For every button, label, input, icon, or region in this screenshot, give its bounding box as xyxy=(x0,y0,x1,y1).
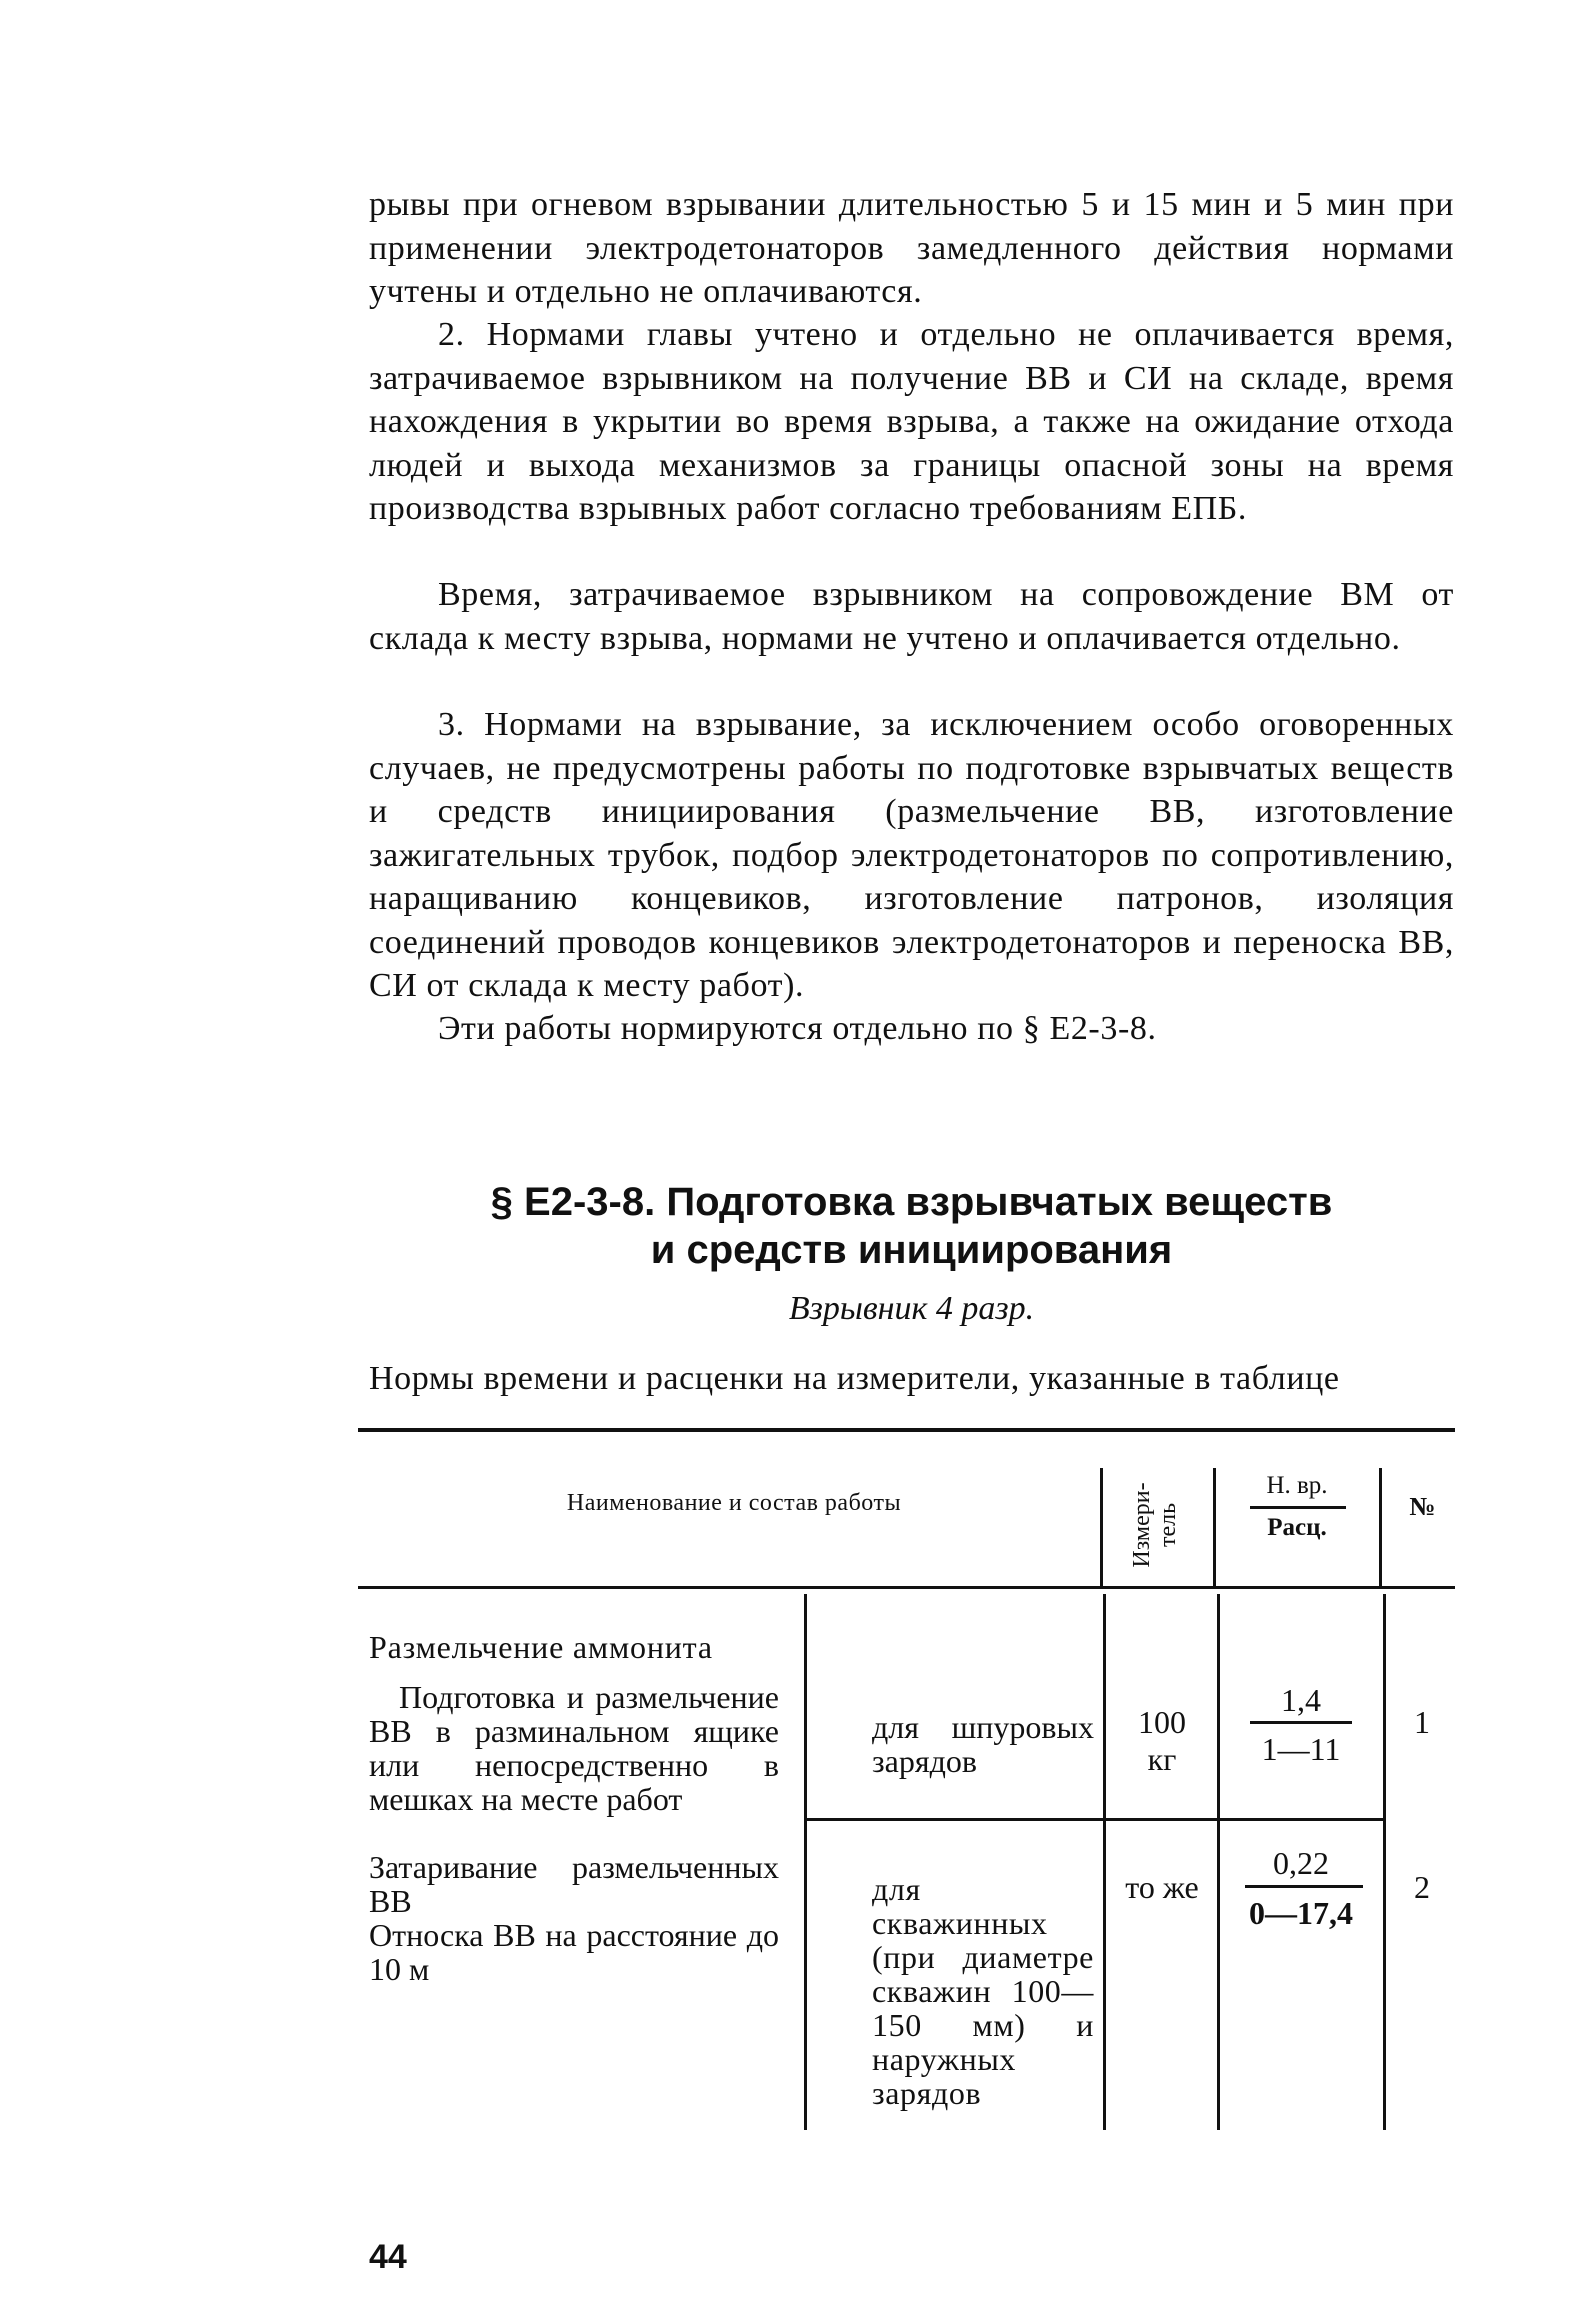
header-unit xyxy=(1095,1465,1215,1585)
paragraph-4: 3. Нормами на взрывание, за исключением особо оговоренных случаев, не предусмотрены работы по подготовке взрывчатых веществ и средств инициирования (размельчение ВВ, изготовление зажигательных трубок, подбор электродетонаторов по сопротивлению, наращиванию концевиков, изготовление патронов, изоляция соединений проводов концевиков электродетонаторов и переноска ВВ, СИ от склада к месту работ). xyxy=(369,706,1454,1004)
table-top-rule xyxy=(358,1428,1455,1432)
paragraph-2: 2. Нормами главы учтено и отдельно не оплачивается время, затрачиваемое взрывником на получение ВВ и СИ на складе, время нахождения в укрытии во время взрыва, а также на ожидание отхода людей и выхода механизмов за границы опасной зоны на время производства взрывных работ согласно требованиям ЕПБ. xyxy=(369,316,1454,527)
header-num: № xyxy=(1409,1492,1436,1521)
row-1-num: 1 xyxy=(1414,1704,1430,1740)
header-fraction-line xyxy=(1250,1506,1346,1509)
table-intro: Нормы времени и расценки на измерители, указанные в таблице xyxy=(369,1360,1340,1397)
section-title-line-1: § Е2-3-8. Подготовка взрывчатых веществ xyxy=(490,1180,1333,1224)
header-divider-3 xyxy=(1379,1468,1382,1586)
worker-grade: Взрывник 4 разр. xyxy=(788,1290,1035,1327)
paragraph-1: рывы при огневом взрывании длительностью 5 и 15 мин и 5 мин при применении электродетонаторов замедленного действия нормами учтены и отдельно не оплачиваются. xyxy=(369,186,1454,310)
row-1-unit-top: 100 xyxy=(1138,1704,1186,1740)
row-2-num: 2 xyxy=(1414,1869,1430,1905)
body-divider-norm xyxy=(1217,1594,1220,2130)
body-divider-desc xyxy=(804,1594,807,2130)
page-number: 44 xyxy=(369,2238,407,2276)
work-step-2: Затаривание размельченных ВВ xyxy=(369,1849,779,1919)
row-separator xyxy=(806,1818,1385,1821)
row-1-unit-bottom: кг xyxy=(1147,1741,1177,1777)
header-norm-time: Н. вр. xyxy=(1266,1472,1328,1499)
row-2-unit: то же xyxy=(1125,1869,1199,1905)
section-title xyxy=(369,1178,1454,1274)
table-header-rule xyxy=(358,1586,1455,1589)
row-2-price: 0—17,4 xyxy=(1249,1895,1353,1931)
section-title-line-2: и средств инициирования xyxy=(650,1228,1173,1272)
work-step-3: Относка ВВ на расстояние до 10 м xyxy=(369,1917,779,1987)
row-2-fraction-line xyxy=(1245,1885,1363,1888)
row-1-fraction-line xyxy=(1250,1721,1352,1724)
work-step-1: Подготовка и размельчение ВВ в разминальном ящике или непосредственно в мешках на месте работ xyxy=(369,1679,779,1817)
paragraph-3: Время, затрачиваемое взрывником на сопровождение ВМ от склада к месту взрыва, нормами не учтено и оплачивается отдельно. xyxy=(369,576,1454,657)
body-divider-num xyxy=(1383,1594,1386,2130)
row-2-norm: 0,22 xyxy=(1273,1845,1329,1881)
header-name: Наименование и состав работы xyxy=(566,1490,902,1516)
paragraph-5: Эти работы нормируются отдельно по § Е2-3-8. xyxy=(438,1010,1157,1047)
row-2-desc: для скважинных (при диаметре скважин 100—150 мм) и наружных зарядов xyxy=(872,1871,1094,2111)
work-title: Размельчение аммонита xyxy=(369,1629,713,1665)
header-norm-price: Расц. xyxy=(1267,1514,1327,1541)
row-1-desc: для шпуровых зарядов xyxy=(872,1709,1094,1779)
body-divider-unit xyxy=(1103,1594,1106,2130)
header-unit-text: Измери- тель xyxy=(1129,1482,1181,1568)
row-1-norm: 1,4 xyxy=(1281,1682,1321,1718)
row-1-price: 1—11 xyxy=(1261,1731,1341,1767)
